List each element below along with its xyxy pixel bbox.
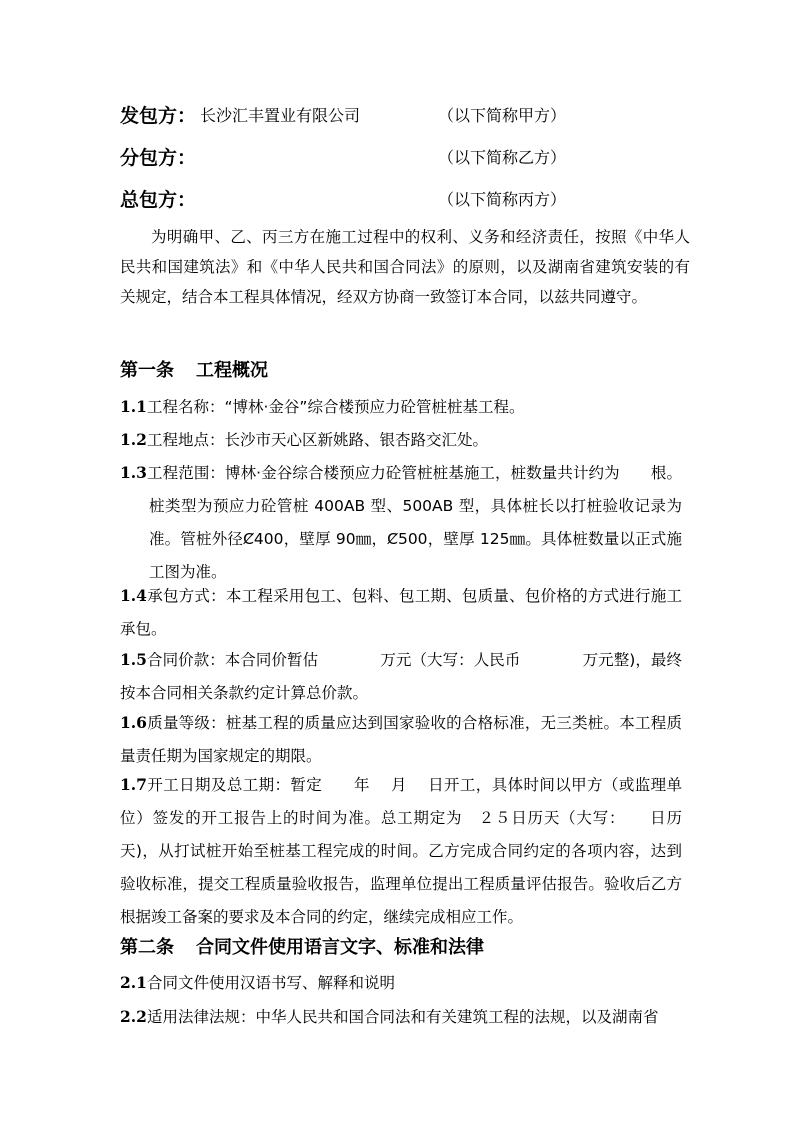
clause-2-1 xyxy=(120,966,682,1000)
clause-text: 质量等级：桩基工程的质量应达到国家验收的合格标准，无三类桩。本工程质量责任期为国家规定的期限。 xyxy=(120,714,682,765)
clause-number: 2.2 xyxy=(120,1007,147,1026)
clause-text: 合同价款：本合同价暂估 万元（大写：人民币 万元整)，最终按本合同相关条款约定计算总价款。 xyxy=(120,651,682,702)
clause-number: 1.6 xyxy=(120,713,147,732)
clause-number: 1.3 xyxy=(120,463,147,482)
party-note: （以下简称丙方） xyxy=(438,190,567,209)
clause-number: 1.4 xyxy=(120,586,147,605)
clause-number: 1.2 xyxy=(120,430,147,449)
party-note: （以下简称乙方） xyxy=(438,148,567,167)
article-number: 第一条 xyxy=(120,360,174,381)
clause-text: 合同文件使用汉语书写、解释和说明 xyxy=(146,974,395,992)
article-title: 工程概况 xyxy=(196,360,268,381)
clause-1-7 xyxy=(120,768,682,934)
clause-1-6 xyxy=(120,706,682,773)
clause-text: 工程范围：博林·金谷综合楼预应力砼管桩桩基施工，桩数量共计约为 根。桩类型为预应力砼管桩 400AB 型、500AB 型，具体桩长以打桩验收记录为准。管桩外径Ȼ400，壁厚 90㎜，Ȼ500，壁厚 125㎜。具体桩数量以正式施工图为准。 xyxy=(146,464,682,581)
clause-number: 2.1 xyxy=(120,973,147,992)
party-general-contractor xyxy=(120,185,680,221)
party-note: （以下简称甲方） xyxy=(438,106,567,125)
article-2-heading xyxy=(120,933,690,959)
article-number: 第二条 xyxy=(120,937,174,958)
party-contractor-issuer xyxy=(120,101,680,137)
clause-text: 承包方式：本工程采用包工、包料、包工期、包质量、包价格的方式进行施工承包。 xyxy=(120,587,682,638)
clause-number: 1.1 xyxy=(120,397,147,416)
clause-1-3 xyxy=(120,456,682,589)
clause-1-1 xyxy=(120,390,682,424)
article-1-heading xyxy=(120,356,690,382)
article-title: 合同文件使用语言文字、标准和法律 xyxy=(196,937,484,958)
clause-text: 工程地点：长沙市天心区新姚路、银杏路交汇处。 xyxy=(146,431,488,449)
clause-1-2 xyxy=(120,423,682,457)
clause-1-5 xyxy=(120,643,682,710)
clause-text: 开工日期及总工期：暂定 年 月 日开工，具体时间以甲方（或监理单位）签发的开工报告上的时间为准。总工期定为 ２５日历天（大写： 日历天)，从打试桩开始至桩基工程完成的时间。乙方完成合同约定的各项内容，达到验收标准，提交工程质量验收报告，监理单位提出工程质量评估报告。验收后乙方根据竣工备案的要求及本合同的约定，继续完成相应工作。 xyxy=(120,776,682,926)
party-subcontractor xyxy=(120,143,680,179)
clause-text: 工程名称：“博林·金谷”综合楼预应力砼管桩桩基工程。 xyxy=(146,398,525,416)
party-label: 分包方： xyxy=(120,147,197,169)
clause-1-4 xyxy=(120,579,682,646)
party-name: 长沙汇丰置业有限公司 xyxy=(200,106,361,125)
party-label: 发包方： xyxy=(120,105,197,127)
clause-number: 1.5 xyxy=(120,650,147,669)
clause-text: 适用法律法规：中华人民共和国合同法和有关建筑工程的法规，以及湖南省 xyxy=(146,1008,659,1026)
party-label: 总包方： xyxy=(120,189,197,211)
intro-paragraph: 为明确甲、乙、丙三方在施工过程中的权利、义务和经济责任，按照《中华人民共和国建筑法》和《中华人民共和国合同法》的原则，以及湖南省建筑安装的有关规定，结合本工程具体情况，经双方协商一致签订本合同，以兹共同遵守。 xyxy=(120,228,690,306)
clause-number: 1.7 xyxy=(120,775,147,794)
clause-2-2 xyxy=(120,1000,682,1034)
